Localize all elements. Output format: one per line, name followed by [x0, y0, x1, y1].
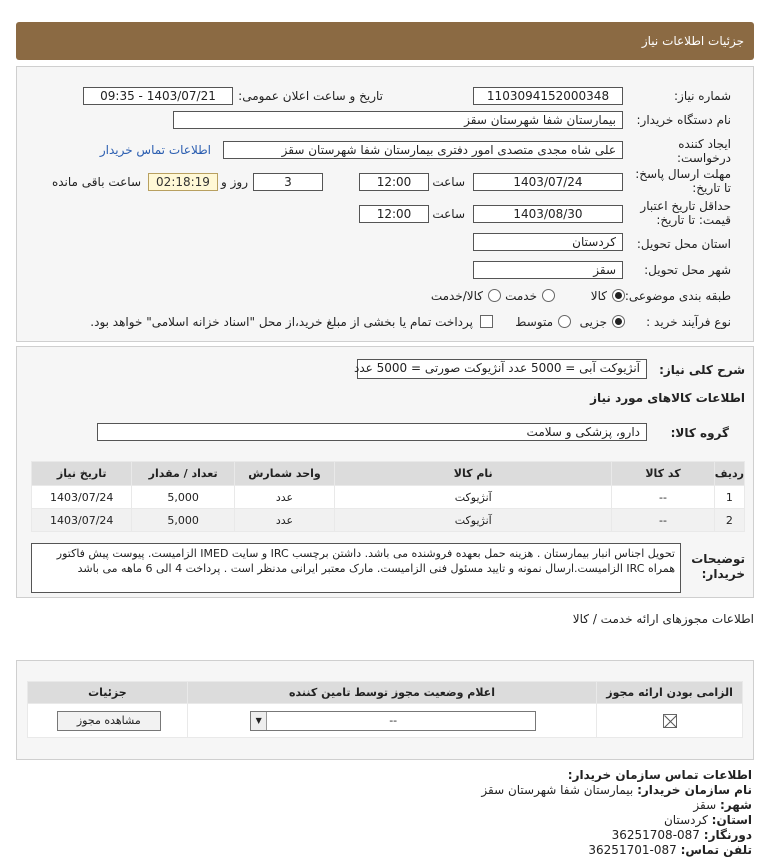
cell-row: 2	[714, 509, 744, 532]
buyer-org-label: نام دستگاه خریدار:	[636, 113, 731, 127]
reply-time-field: 12:00	[359, 173, 429, 191]
validity-date-field: 1403/08/30	[473, 205, 623, 223]
table-row	[28, 704, 743, 738]
buyer-notes-field: تحویل اجناس انبار بیمارستان . هزینه حمل بعهده فروشنده می باشد. داشتن برچسب IRC و سایت IMED الزامیست. پیوست پیش فاکتور همراه IRC الزامیست.ارسال نمونه و تایید مسئول فنی الزامیست. مارک معتبر ایرانی مدنظر است . پرداخت 4 الی 6 ماهه می باشد	[31, 543, 681, 593]
reply-deadline-label: مهلت ارسال پاسخ:	[635, 167, 731, 181]
days-field: 3	[253, 173, 323, 191]
cell-license-details	[28, 704, 188, 738]
city-label: شهر محل تحویل:	[644, 263, 731, 277]
cell-license-status	[187, 704, 596, 738]
contact-fax	[612, 828, 752, 843]
goods-info-title: اطلاعات کالاهای مورد نیاز	[590, 391, 745, 405]
license-status-value: --	[389, 714, 398, 727]
buyer-org-field: بیمارستان شفا شهرستان سقز	[173, 111, 623, 129]
process-label: نوع فرآیند خرید :	[646, 315, 731, 329]
need-details-panel	[16, 346, 754, 598]
contact-phone	[588, 843, 752, 858]
category-both-label: کالا/خدمت	[430, 289, 483, 303]
cell-unit: عدد	[234, 486, 334, 509]
reply-time-label: ساعت	[432, 175, 465, 189]
table-row	[32, 486, 745, 509]
license-status-select[interactable]	[250, 711, 536, 731]
cell-name: آنژیوکت	[335, 486, 612, 509]
items-table	[31, 461, 745, 532]
process-medium-label: متوسط	[515, 315, 553, 329]
cell-row: 1	[714, 486, 744, 509]
contact-city-label: شهر:	[720, 798, 752, 812]
cell-license-required	[597, 704, 743, 738]
group-field: دارو، پزشکی و سلامت	[97, 423, 647, 441]
contact-fax-label: دورنگار:	[703, 828, 752, 842]
cell-qty: 5,000	[132, 509, 234, 532]
col-unit: واحد شمارش	[234, 462, 334, 486]
process-minor-label: جزیی	[579, 315, 607, 329]
cell-name: آنژیوکت	[335, 509, 612, 532]
cell-code: --	[612, 509, 714, 532]
validity-time-field: 12:00	[359, 205, 429, 223]
buyer-notes-label-2: خریدار:	[701, 567, 745, 581]
cell-qty: 5,000	[132, 486, 234, 509]
view-license-button[interactable]: مشاهده مجوز	[57, 711, 161, 731]
contact-fax-value: 087-36251708	[611, 828, 700, 842]
validity-label-2: قیمت: تا تاریخ:	[656, 213, 731, 227]
licenses-title: اطلاعات مجوزهای ارائه خدمت / کالا	[572, 612, 754, 626]
cell-date: 1403/07/24	[32, 509, 132, 532]
process-medium-radio[interactable]	[558, 315, 571, 328]
reply-date-field: 1403/07/24	[473, 173, 623, 191]
buyer-notes-label: توضیحات	[691, 552, 745, 566]
remaining-label: ساعت باقی مانده	[51, 175, 141, 189]
group-label: گروه کالا:	[670, 426, 729, 440]
remaining-timer: 02:18:19	[148, 173, 218, 191]
cell-date: 1403/07/24	[32, 486, 132, 509]
category-goods-radio[interactable]	[612, 289, 625, 302]
treasury-payment-note: پرداخت تمام یا بخشی از مبلغ خرید،از محل "اسناد خزانه اسلامی" خواهد بود.	[90, 315, 473, 329]
province-label: استان محل تحویل:	[636, 237, 731, 251]
contact-phone-value: 087-36251701	[588, 843, 677, 857]
contact-org-value: بیمارستان شفا شهرستان سقز	[481, 783, 634, 797]
process-minor-radio[interactable]	[612, 315, 625, 328]
contact-phone-label: تلفن تماس:	[680, 843, 752, 857]
col-code: کد کالا	[612, 462, 714, 486]
col-license-required: الزامی بودن ارائه مجوز	[597, 682, 743, 704]
creator-field: علی شاه مجدی متصدی امور دفتری بیمارستان شفا شهرستان سقز	[223, 141, 623, 159]
contact-title: اطلاعات تماس سازمان خریدار:	[567, 768, 752, 782]
validity-label: حداقل تاریخ اعتبار	[640, 199, 731, 213]
summary-label: شرح کلی نیاز:	[659, 363, 745, 377]
need-info-panel	[16, 66, 754, 342]
contact-province-label: استان:	[711, 813, 752, 827]
licenses-panel	[16, 660, 754, 760]
announce-field: 1403/07/21 - 09:35	[83, 87, 233, 105]
contact-city-value: سقز	[693, 798, 717, 812]
col-qty: تعداد / مقدار	[132, 462, 234, 486]
buyer-contact-link[interactable]: اطلاعات تماس خریدار	[99, 143, 211, 157]
contact-province	[664, 813, 752, 828]
page-title: جزئیات اطلاعات نیاز	[641, 34, 744, 48]
contact-city	[693, 798, 752, 813]
category-label: طبقه بندی موضوعی:	[624, 289, 731, 303]
contact-org	[481, 783, 752, 798]
col-row: ردیف	[714, 462, 744, 486]
col-license-status: اعلام وضعیت مجوز توسط تامین کننده	[187, 682, 596, 704]
category-service-radio[interactable]	[542, 289, 555, 302]
creator-label: ایجاد کننده	[678, 137, 731, 151]
category-both-radio[interactable]	[488, 289, 501, 302]
reply-deadline-label-2: تا تاریخ:	[692, 181, 731, 195]
days-label: روز و	[221, 175, 248, 189]
licenses-table	[27, 681, 743, 738]
col-name: نام کالا	[335, 462, 612, 486]
treasury-payment-checkbox[interactable]	[480, 315, 493, 328]
chevron-down-icon: ▼	[251, 712, 267, 730]
col-license-details: جزئیات	[28, 682, 188, 704]
contact-org-label: نام سازمان خریدار:	[637, 783, 752, 797]
province-field: کردستان	[473, 233, 623, 251]
need-number-label: شماره نیاز:	[674, 89, 731, 103]
cell-code: --	[612, 486, 714, 509]
category-service-label: خدمت	[505, 289, 537, 303]
validity-time-label: ساعت	[432, 207, 465, 221]
col-date: تاریخ نیاز	[32, 462, 132, 486]
need-number-field: 1103094152000348	[473, 87, 623, 105]
page-header	[16, 22, 754, 60]
summary-field: آنژیوکت آبی = 5000 عدد آنژیوکت صورتی = 5000 عدد	[357, 359, 647, 379]
city-field: سقز	[473, 261, 623, 279]
license-required-checkbox[interactable]	[663, 714, 677, 728]
table-row	[32, 509, 745, 532]
category-goods-label: کالا	[590, 289, 607, 303]
creator-label-2: درخواست:	[677, 151, 731, 165]
announce-label: تاریخ و ساعت اعلان عمومی:	[238, 89, 383, 103]
contact-province-value: کردستان	[663, 813, 708, 827]
cell-unit: عدد	[234, 509, 334, 532]
